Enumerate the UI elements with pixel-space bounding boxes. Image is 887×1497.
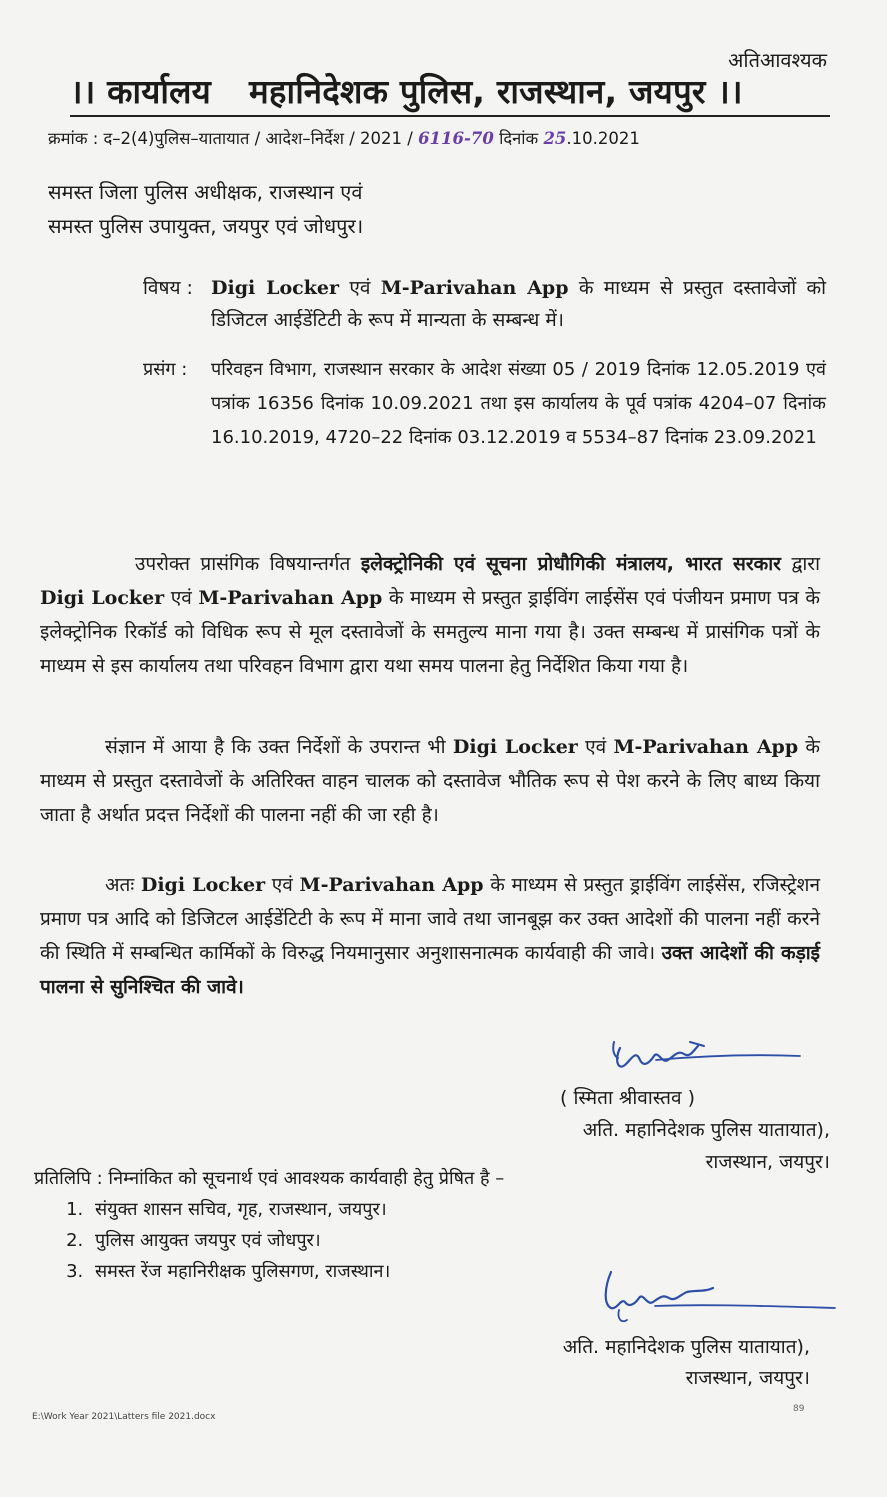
list-item: 2. पुलिस आयुक्त जयपुर एवं जोधपुर।: [89, 1225, 734, 1256]
list-item: 3. समस्त रेंज महानिरीक्षक पुलिसगण, राजस्थान।: [89, 1256, 734, 1287]
signatory-designation: अति. महानिदेशक पुलिस यातायात),: [562, 1336, 810, 1358]
reference-number-line: [48, 126, 640, 149]
subject-part: के माध्यम से प्रस्तुत दस्तावेजों को डिजिटल आईडेंटिटी के रूप में मान्यता के सम्बन्ध में।: [211, 277, 826, 331]
addressee-block: [48, 175, 363, 243]
handwritten-dispatch-number: 6116-70: [418, 129, 494, 148]
date-rest: .10.2021: [566, 129, 640, 148]
handwritten-date-day: 25: [543, 129, 567, 148]
body-paragraph-1: [40, 547, 820, 683]
para-part-bold: इलेक्ट्रोनिकी एवं सूचना प्रोधौगिकी मंत्रालय, भारत सरकार: [360, 553, 781, 575]
urgency-label: अतिआवश्यक: [728, 48, 827, 72]
para-part: एवं: [577, 736, 614, 758]
page-number: 89: [793, 1404, 805, 1414]
para-part: संज्ञान में आया है कि उक्त निर्देशों के उपरान्त भी: [105, 736, 453, 758]
ref-label: क्रमांक : द–2(4)पुलिस–यातायात / आदेश–निर्देश / 2021 /: [48, 129, 413, 148]
para-part: के माध्यम से प्रस्तुत दस्तावेजों के अतिरिक्त वाहन चालक को दस्तावेज भौतिक रूप से पेश करने के लिए बाध्य किया जाता है अर्थात प्रदत्त निर्देशों की पालना नहीं की जा रही है।: [40, 736, 821, 826]
signatory-name: ( स्मिता श्रीवास्तव ): [560, 1087, 696, 1109]
signature-icon: [595, 1262, 840, 1332]
office-prefix: ।। कार्यालय: [70, 72, 211, 111]
subject-part: M-Parivahan App: [380, 277, 569, 299]
addressee-line: समस्त जिला पुलिस अधीक्षक, राजस्थान एवं: [48, 180, 363, 204]
para-part: एवं: [164, 587, 199, 609]
para-part: उपरोक्त प्रासंगिक विषयान्तर्गत: [135, 553, 361, 575]
copy-to-intro: प्रतिलिपि : निम्नांकित को सूचनार्थ एवं आवश्यक कार्यवाही हेतु प्रेषित है –: [34, 1168, 505, 1189]
para-part: के माध्यम से प्रस्तुत ड्राईविंग लाईसेंस एवं पंजीयन प्रमाण पत्र के इलेक्ट्रोनिक रिकॉर्ड को विधिक रूप से मूल दस्तावेजों के समतुल्य माना गया है। उक्त सम्बन्ध में प्रासंगिक पत्रों के माध्यम से इस कार्यालय तथा परिवहन विभाग द्वारा यथा समय पालना हेतु निर्देशित किया गया है।: [40, 587, 820, 677]
para-part: द्वारा: [780, 553, 820, 575]
para-part-bold: M-Parivahan App: [613, 736, 799, 758]
context-text: परिवहन विभाग, राजस्थान सरकार के आदेश संख्या 05 / 2019 दिनांक 12.05.2019 एवं पत्रांक 16356 दिनांक 10.09.2021 तथा इस कार्यालय के पूर्व पत्रांक 4204–07 दिनांक 16.10.2019, 4720–22 दिनांक 03.12.2019 व 5534–87 दिनांक 23.09.2021: [211, 359, 826, 448]
subject-label: विषय :: [143, 277, 193, 299]
office-name: महानिदेशक पुलिस, राजस्थान, जयपुर ।।: [249, 72, 743, 111]
subject-part: Digi Locker: [211, 277, 339, 299]
para-part-bold: उक्त आदेशों की कड़ाई पालना से सुनिश्चित की जावे।: [40, 942, 821, 998]
para-part: एवं: [265, 874, 300, 896]
para-part-bold: M-Parivahan App: [198, 587, 383, 609]
subject-text: [211, 272, 826, 336]
signatory-designation: अति. महानिदेशक पुलिस यातायात),: [582, 1119, 830, 1141]
subject-block: [143, 272, 828, 336]
file-path-footer: E:\Work Year 2021\Latters file 2021.docx: [32, 1412, 216, 1422]
para-part-bold: Digi Locker: [452, 736, 578, 758]
para-part-bold: Digi Locker: [40, 587, 165, 609]
signatory-location: राजस्थान, जयपुर।: [705, 1151, 830, 1173]
para-part-bold: Digi Locker: [140, 874, 266, 896]
office-heading: [70, 68, 830, 117]
signatory-block-2: [480, 1332, 810, 1394]
context-block: [143, 353, 828, 455]
addressee-line: समस्त पुलिस उपायुक्त, जयपुर एवं जोधपुर।: [48, 214, 364, 238]
list-item: 1. संयुक्त शासन सचिव, गृह, राजस्थान, जयपुर।: [89, 1194, 734, 1225]
date-label: दिनांक: [499, 129, 539, 148]
context-label: प्रसंग :: [143, 359, 188, 380]
para-part-bold: M-Parivahan App: [299, 874, 484, 896]
subject-part: एवं: [338, 277, 381, 299]
signature-icon: [600, 1020, 810, 1090]
signatory-location: राजस्थान, जयपुर।: [685, 1367, 810, 1389]
para-part: अतः: [105, 874, 141, 896]
body-paragraph-3: [40, 868, 820, 1004]
para-part: के माध्यम से प्रस्तुत ड्राईविंग लाईसेंस, रजिस्ट्रेशन प्रमाण पत्र आदि को डिजिटल आईडेंटिटी के रूप में माना जावे तथा जानबूझ कर उक्त आदेशों की पालना नहीं करने की स्थिति में सम्बन्धित कार्मिकों के विरुद्ध नियमानुसार अनुशासनात्मक कार्यवाही की जावे।: [40, 874, 820, 964]
body-paragraph-2: [40, 730, 820, 832]
